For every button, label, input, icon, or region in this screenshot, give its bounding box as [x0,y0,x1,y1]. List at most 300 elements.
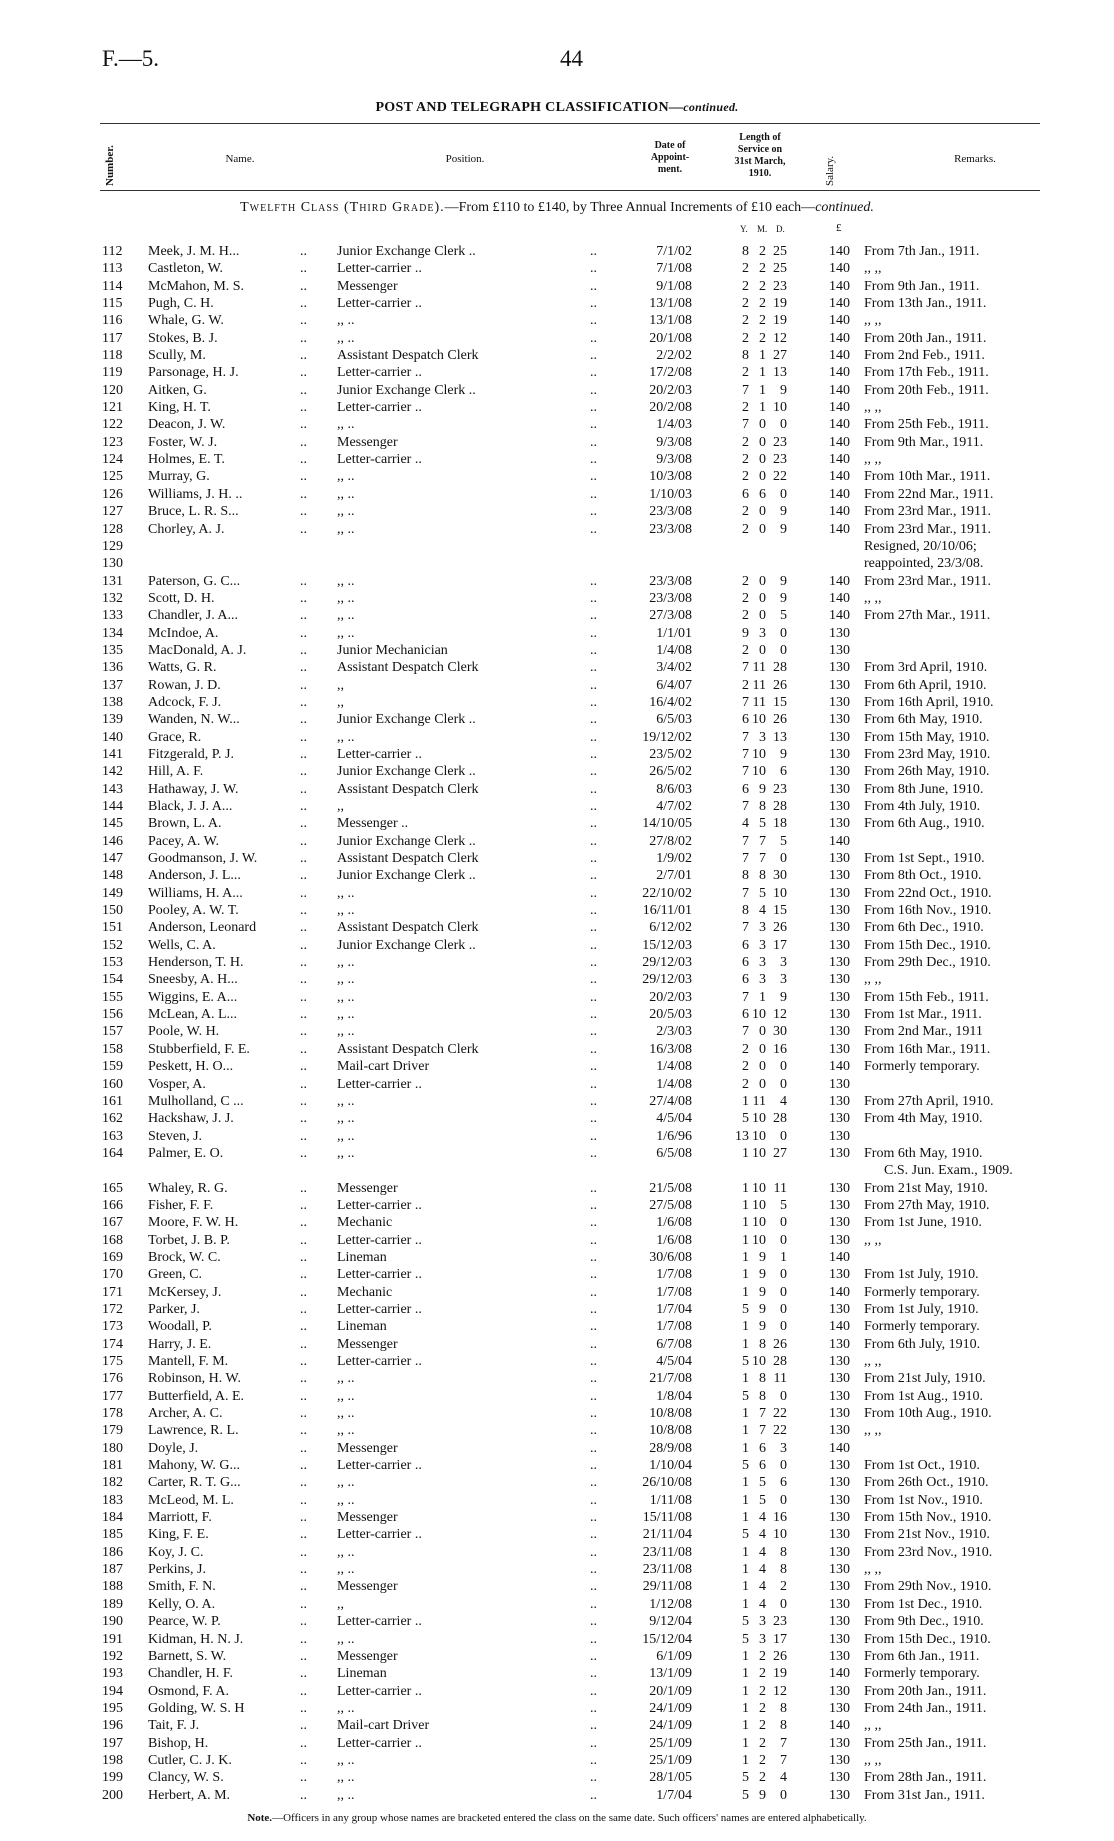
row-number: 115 [102,296,123,312]
service-years: 2 [742,330,749,346]
leader-dots: .. [300,400,307,416]
salary: 140 [829,521,850,537]
service-months: 3 [759,955,766,971]
remarks: From 6th May, 1910. [864,1145,983,1161]
service-months: 0 [759,434,766,450]
position: Lineman [337,1249,387,1265]
row-number: 130 [102,556,123,572]
leader-dots: .. [300,694,307,710]
service-days: 4 [780,1770,787,1786]
footnote-text: —Officers in any group whose names are bracketed entered the class on the same date. Such officers' names are entered alphabetically. [272,1812,867,1824]
salary: 130 [829,660,850,676]
service-days: 6 [780,764,787,780]
service-months: 9 [759,1301,766,1317]
table-row [0,1076,1114,1093]
service-months: 0 [759,573,766,589]
remarks: From 22nd Mar., 1911. [864,486,994,502]
staff-name: Peskett, H. O... [148,1059,234,1075]
length-header-line3: 31st March, [734,156,786,167]
appointment-date: 16/3/08 [649,1041,692,1057]
salary: 130 [829,729,850,745]
unit-pound: £ [836,222,842,234]
appointment-date: 16/4/02 [649,694,692,710]
appointment-date: 25/1/09 [649,1752,692,1768]
row-number: 138 [102,694,123,710]
position: ,, .. [337,504,355,520]
title-suffix: continued. [683,100,739,114]
service-years: 1 [742,1284,749,1300]
position: ,, .. [337,469,355,485]
position: ,, .. [337,330,355,346]
salary: 130 [829,1579,850,1595]
table-row [0,1214,1114,1231]
position: Junior Exchange Clerk .. [337,764,476,780]
position: Junior Exchange Clerk .. [337,937,476,953]
column-header-date [640,140,700,176]
table-row [0,902,1114,919]
row-number: 125 [102,469,123,485]
salary: 130 [829,1267,850,1283]
remarks: From 16th April, 1910. [864,694,994,710]
leader-dots: .. [300,330,307,346]
appointment-date: 1/4/03 [656,417,692,433]
staff-name: Robinson, H. W. [148,1371,241,1387]
position: Letter-carrier .. [337,365,422,381]
leader-dots: .. [300,1093,307,1109]
appointment-date: 20/5/03 [649,1007,692,1023]
service-years: 2 [742,677,749,693]
remarks: From 13th Jan., 1911. [864,296,987,312]
appointment-date: 6/1/09 [656,1648,692,1664]
remarks: From 21st July, 1910. [864,1371,986,1387]
service-years: 1 [742,1579,749,1595]
salary: 140 [829,469,850,485]
salary: 130 [829,1076,850,1092]
appointment-date: 13/1/08 [649,313,692,329]
table-row [0,1041,1114,1058]
appointment-date: 4/7/02 [656,799,692,814]
appointment-date: 27/5/08 [649,1197,692,1213]
service-months: 1 [759,365,766,381]
position: Assistant Despatch Clerk [337,851,479,867]
leader-dots: .. [590,1648,597,1664]
row-number: 199 [102,1770,123,1786]
position: ,, [337,1596,344,1612]
staff-name: Stokes, B. J. [148,330,218,346]
leader-dots: .. [590,764,597,780]
position: Messenger .. [337,816,409,832]
remarks: From 2nd Feb., 1911. [864,348,985,364]
salary: 140 [829,382,850,398]
remarks: From 6th April, 1910. [864,677,987,693]
position: Junior Exchange Clerk .. [337,833,476,849]
row-number: 186 [102,1544,123,1560]
table-row [0,1596,1114,1613]
salary: 130 [829,1752,850,1768]
footnote [0,1812,1114,1824]
leader-dots: .. [300,989,307,1005]
leader-dots: .. [300,1614,307,1630]
staff-name: Hathaway, J. W. [148,781,239,797]
service-years: 1 [742,1145,749,1161]
position: Junior Mechanician [337,642,448,658]
service-days: 28 [773,1111,787,1127]
salary: 130 [829,1093,850,1109]
appointment-date: 29/11/08 [642,1579,692,1595]
row-number: 171 [102,1284,123,1300]
leader-dots: .. [300,712,307,728]
remarks: From 6th July, 1910. [864,1336,981,1352]
table-row [0,885,1114,902]
table-row [0,1180,1114,1197]
position: Letter-carrier .. [337,1458,422,1474]
staff-name: Pearce, W. P. [148,1614,221,1630]
appointment-date: 28/9/08 [649,1440,692,1456]
service-months: 1 [759,382,766,398]
appointment-date: 24/1/09 [649,1700,692,1716]
leader-dots: .. [590,677,597,693]
salary: 130 [829,903,850,919]
service-days: 26 [773,712,787,728]
leader-dots: .. [300,1562,307,1578]
unit-years: Y. [740,224,748,234]
row-number: 119 [102,365,123,381]
remarks: From 26th Oct., 1910. [864,1475,989,1491]
service-years: 1 [742,1440,749,1456]
row-number: 143 [102,781,123,797]
leader-dots: .. [590,1510,597,1526]
leader-dots: .. [300,885,307,901]
service-days: 0 [780,1076,787,1092]
leader-dots: .. [590,1301,597,1317]
service-days: 12 [773,330,787,346]
table-row [0,1683,1114,1700]
staff-name: Golding, W. S. H [148,1700,245,1716]
service-years: 5 [742,1301,749,1317]
position: Junior Exchange Clerk .. [337,244,476,259]
service-days: 0 [780,1267,787,1283]
appointment-date: 17/2/08 [649,365,692,381]
leader-dots: .. [300,1388,307,1404]
row-number: 116 [102,313,123,329]
service-days: 19 [773,313,787,329]
leader-dots: .. [300,1596,307,1612]
service-years: 1 [742,1596,749,1612]
service-months: 7 [759,851,766,867]
table-row [0,1197,1114,1214]
leader-dots: .. [300,1492,307,1508]
staff-name: Butterfield, A. E. [148,1388,245,1404]
column-header-length [720,132,800,180]
leader-dots: .. [590,1007,597,1023]
remarks: ,, ,, [864,452,882,468]
appointment-date: 1/6/96 [656,1128,692,1144]
leader-dots: .. [590,1111,597,1127]
service-years: 7 [742,833,749,849]
remarks: From 29th Dec., 1910. [864,955,991,971]
leader-dots: .. [300,1631,307,1647]
appointment-date: 14/10/05 [642,816,692,832]
position: ,, .. [337,1475,355,1491]
service-months: 0 [759,590,766,606]
staff-name: Bishop, H. [148,1735,209,1751]
leader-dots: .. [300,1111,307,1127]
position: ,, .. [337,903,355,919]
salary: 130 [829,677,850,693]
position: Mail-cart Driver [337,1059,430,1075]
service-months: 6 [759,486,766,502]
staff-name: Williams, J. H. .. [148,486,243,502]
leader-dots: .. [300,1076,307,1092]
service-days: 1 [780,1249,787,1265]
staff-name: Kelly, O. A. [148,1596,216,1612]
table-row [0,1717,1114,1734]
staff-name: McIndoe, A. [148,625,219,641]
staff-name: Carter, R. T. G... [148,1475,241,1491]
staff-name: Brock, W. C. [148,1249,221,1265]
service-years: 1 [742,1249,749,1265]
service-years: 1 [742,1197,749,1213]
row-number: 178 [102,1406,123,1422]
staff-name: Moore, F. W. H. [148,1215,239,1231]
salary: 130 [829,642,850,658]
appointment-date: 23/3/08 [649,521,692,537]
position: Messenger [337,1648,398,1664]
remarks: From 27th Mar., 1911. [864,608,991,624]
row-number: 139 [102,712,123,728]
remarks: From 1st Oct., 1910. [864,1458,980,1474]
table-row [0,1752,1114,1769]
service-days: 16 [773,1510,787,1526]
service-days: 23 [773,278,787,294]
service-months: 10 [752,1128,766,1144]
remarks: From 20th Jan., 1911. [864,330,987,346]
leader-dots: .. [300,937,307,953]
leader-dots: .. [590,1180,597,1196]
staff-name: Bruce, L. R. S... [148,504,239,520]
service-days: 0 [780,417,787,433]
salary: 130 [829,1301,850,1317]
appointment-date: 19/12/02 [642,729,692,745]
remarks: From 6th May, 1910. [864,712,983,728]
appointment-date: 1/11/08 [649,1492,692,1508]
salary: 130 [829,712,850,728]
remarks: From 15th Dec., 1910. [864,1631,991,1647]
service-days: 4 [780,1093,787,1109]
service-days: 19 [773,1666,787,1682]
salary: 130 [829,1215,850,1231]
service-days: 2 [780,1579,787,1595]
position: ,, .. [337,1423,355,1439]
staff-name: Mulholland, C ... [148,1093,244,1109]
row-number: 136 [102,660,123,676]
staff-name: Whaley, R. G. [148,1180,228,1196]
service-days: 22 [773,1406,787,1422]
position: Messenger [337,1336,398,1352]
staff-name: Torbet, J. B. P. [148,1232,230,1248]
table-row [0,486,1114,503]
appointment-date: 6/7/08 [656,1336,692,1352]
leader-dots: .. [300,868,307,884]
leader-dots: .. [590,1492,597,1508]
table-row [0,399,1114,416]
staff-name: Stubberfield, F. E. [148,1041,250,1057]
service-years: 1 [742,1267,749,1283]
service-years: 6 [742,955,749,971]
leader-dots: .. [300,1666,307,1682]
service-years: 1 [742,1510,749,1526]
leader-dots: .. [300,1041,307,1057]
table-row [0,1544,1114,1561]
service-days: 5 [780,608,787,624]
service-days: 3 [780,955,787,971]
remarks: Formerly temporary. [864,1319,980,1335]
table-row [0,1370,1114,1387]
leader-dots: .. [590,1683,597,1699]
row-number: 158 [102,1041,123,1057]
staff-name: Wanden, N. W... [148,712,240,728]
position: ,, .. [337,1007,355,1023]
remarks: Formerly temporary. [864,1666,980,1682]
salary: 140 [829,1440,850,1456]
service-months: 10 [752,1007,766,1023]
service-days: 0 [780,1059,787,1075]
staff-name: Steven, J. [148,1128,203,1144]
appointment-date: 9/3/08 [656,434,692,450]
leader-dots: .. [300,348,307,364]
service-months: 0 [759,521,766,537]
leader-dots: .. [590,1423,597,1439]
staff-name: MacDonald, A. J. [148,642,247,658]
salary: 130 [829,1111,850,1127]
row-number: 156 [102,1007,123,1023]
service-years: 2 [742,1076,749,1092]
remarks: From 1st July, 1910. [864,1301,979,1317]
staff-name: Meek, J. M. H... [148,244,240,259]
salary: 140 [829,296,850,312]
row-number: 177 [102,1388,123,1404]
row-number: 113 [102,261,123,277]
table-row [0,573,1114,590]
table-row [0,382,1114,399]
unit-months: M. [757,224,768,234]
service-days: 27 [773,348,787,364]
staff-name: Castleton, W. [148,261,224,277]
appointment-date: 15/12/04 [642,1631,692,1647]
row-number: 127 [102,504,123,520]
service-months: 5 [759,885,766,901]
position: Assistant Despatch Clerk [337,781,479,797]
table-row [0,1388,1114,1405]
row-number: 122 [102,417,123,433]
table-row [0,1735,1114,1752]
appointment-date: 20/2/08 [649,400,692,416]
remarks: From 1st Dec., 1910. [864,1596,983,1612]
remarks: From 27th May, 1910. [864,1197,990,1213]
leader-dots: .. [590,955,597,971]
staff-name: Wells, C. A. [148,937,216,953]
row-number: 117 [102,330,123,346]
service-years: 7 [742,885,749,901]
table-row [0,278,1114,295]
leader-dots: .. [590,313,597,329]
service-days: 8 [780,1562,787,1578]
service-months: 2 [759,1648,766,1664]
service-days: 28 [773,799,787,814]
service-months: 2 [759,1666,766,1682]
leader-dots: .. [300,1683,307,1699]
staff-name: Chandler, H. F. [148,1666,234,1682]
row-number: 191 [102,1631,123,1647]
row-number: 135 [102,642,123,658]
service-days: 3 [780,972,787,988]
row-number: 172 [102,1301,123,1317]
leader-dots: .. [300,781,307,797]
staff-name: Williams, H. A... [148,885,243,901]
service-days: 27 [773,1145,787,1161]
staff-name: Rowan, J. D. [148,677,221,693]
appointment-date: 13/1/09 [649,1666,692,1682]
service-days: 9 [780,573,787,589]
position: Letter-carrier .. [337,1527,422,1543]
leader-dots: .. [590,590,597,606]
service-months: 7 [759,833,766,849]
remarks: From 15th Feb., 1911. [864,989,989,1005]
salary: 140 [829,452,850,468]
leader-dots: .. [590,1076,597,1092]
position: Junior Exchange Clerk .. [337,382,476,398]
service-days: 11 [773,1180,787,1196]
leader-dots: .. [590,1388,597,1404]
leader-dots: .. [590,1319,597,1335]
remarks: Formerly temporary. [864,1284,980,1300]
service-months: 7 [759,1406,766,1422]
staff-name: Sneesby, A. H... [148,972,238,988]
staff-name: Poole, W. H. [148,1024,220,1040]
leader-dots: .. [590,504,597,520]
table-row [0,989,1114,1006]
appointment-date: 1/7/04 [656,1301,692,1317]
service-years: 2 [742,608,749,624]
leader-dots: .. [590,365,597,381]
service-months: 4 [759,903,766,919]
service-days: 28 [773,1354,787,1369]
service-days: 23 [773,434,787,450]
salary: 130 [829,1562,850,1578]
row-number: 120 [102,382,123,398]
appointment-date: 8/6/03 [656,781,692,797]
leader-dots: .. [590,1631,597,1647]
appointment-date: 6/5/03 [656,712,692,728]
row-number: 112 [102,244,123,259]
remarks: From 1st Sept., 1910. [864,851,985,867]
service-days: 0 [780,625,787,641]
leader-dots: .. [590,972,597,988]
salary: 130 [829,1197,850,1213]
leader-dots: .. [590,1215,597,1231]
service-years: 1 [742,1336,749,1352]
staff-name: Vosper, A. [148,1076,206,1092]
position: Letter-carrier .. [337,1076,422,1092]
service-months: 1 [759,348,766,364]
salary: 130 [829,1631,850,1647]
position: ,, .. [337,885,355,901]
leader-dots: .. [590,625,597,641]
appointment-date: 27/4/08 [649,1093,692,1109]
appointment-date: 1/4/08 [656,1076,692,1092]
salary: 140 [829,348,850,364]
remarks: From 15th May, 1910. [864,729,990,745]
